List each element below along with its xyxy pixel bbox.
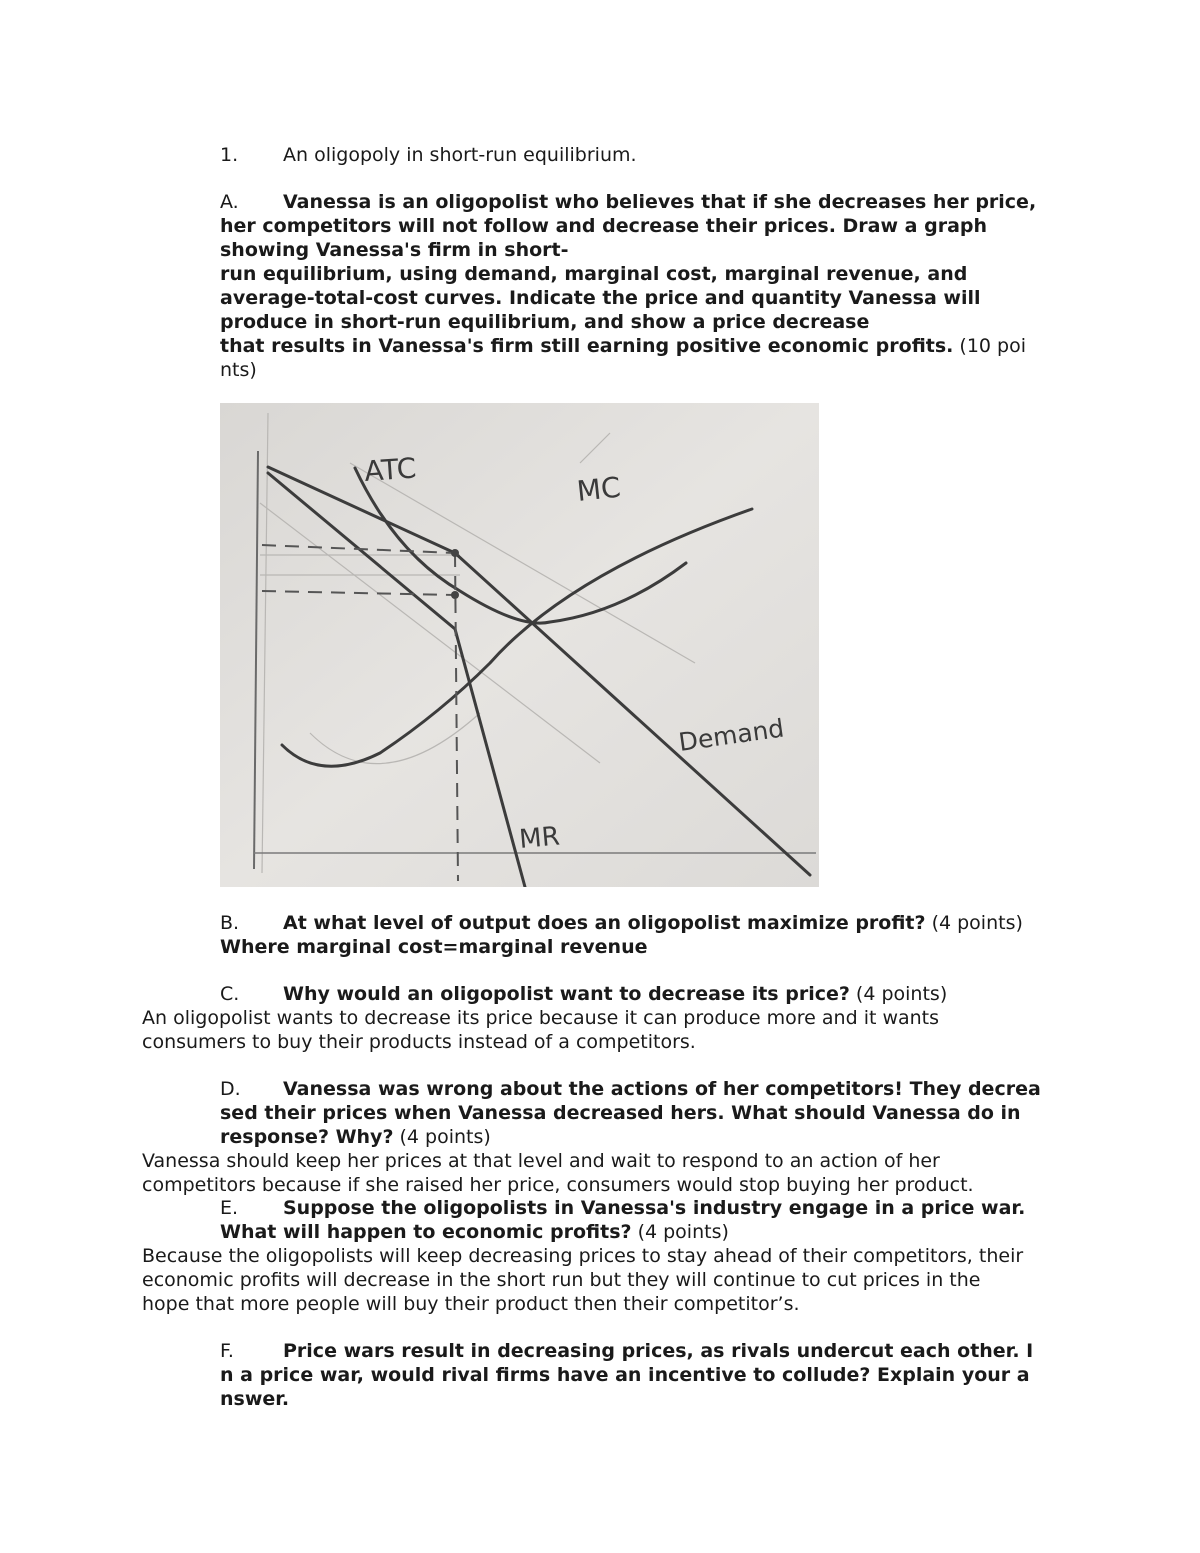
question-a-line: that results in Vanessa's firm still earning positive economic profits. — [220, 335, 954, 357]
question-d-line: response? Why? — [220, 1126, 394, 1148]
question-d-last-line — [220, 1125, 1060, 1149]
question-1 — [220, 143, 1060, 167]
question-c — [220, 982, 1060, 1006]
question-a-points: (10 poi — [953, 335, 1027, 357]
question-f-letter: F. — [220, 1340, 234, 1362]
question-a — [220, 190, 1060, 214]
answer-d-line: Vanessa should keep her prices at that level and wait to respond to an action of her — [142, 1150, 940, 1172]
question-1-text: An oligopoly in short-run equilibrium. — [283, 144, 637, 166]
answer-e-line: economic profits will decrease in the short run but they will continue to cut prices in the — [142, 1269, 981, 1291]
answer-b: Where marginal cost=marginal revenue — [220, 936, 648, 958]
question-b-text: At what level of output does an oligopolist maximize profit? — [283, 912, 926, 934]
question-b — [220, 911, 1060, 935]
question-c-letter: C. — [220, 983, 240, 1005]
question-a-line: her competitors will not follow and decrease their prices. Draw a graph — [220, 215, 988, 237]
question-a-last-line — [220, 334, 1060, 358]
question-e-line: What will happen to economic profits? — [220, 1221, 632, 1243]
question-a-line: produce in short-run equilibrium, and show a price decrease — [220, 311, 870, 333]
question-c-points: (4 points) — [849, 983, 948, 1005]
atc-point — [451, 591, 459, 599]
question-f-line: n a price war, would rival firms have an incentive to collude? Explain your a — [220, 1364, 1030, 1386]
question-d-points: (4 points) — [393, 1126, 491, 1148]
question-d-line: sed their prices when Vanessa decreased hers. What should Vanessa do in — [220, 1102, 1021, 1124]
paper-background — [220, 403, 819, 887]
question-d — [220, 1077, 1060, 1101]
question-d-letter: D. — [220, 1078, 241, 1100]
demand-label: Demand — [676, 713, 786, 757]
mc-label: MC — [575, 470, 623, 508]
answer-e-line: hope that more people will buy their product then their competitor’s. — [142, 1293, 800, 1315]
question-a-line: average-total-cost curves. Indicate the price and quantity Vanessa will — [220, 287, 981, 309]
question-b-points: (4 points) — [925, 912, 1023, 934]
answer-d-line: competitors because if she raised her price, consumers would stop buying her product. — [142, 1174, 974, 1196]
answer-c-line: consumers to buy their products instead of a competitors. — [142, 1031, 696, 1053]
question-a-points-wrap: nts) — [220, 359, 257, 381]
graph-svg — [220, 403, 819, 887]
question-e-last-line — [220, 1220, 1060, 1244]
mr-label: MR — [517, 821, 561, 855]
answer-c-line: An oligopolist wants to decrease its price because it can produce more and it wants — [142, 1007, 940, 1029]
question-b-letter: B. — [220, 912, 240, 934]
question-e-letter: E. — [220, 1197, 239, 1219]
question-a-line: Vanessa is an oligopolist who believes that if she decreases her price, — [283, 191, 1037, 213]
question-c-text: Why would an oligopolist want to decrease its price? — [283, 983, 850, 1005]
atc-label: ATC — [363, 451, 418, 488]
question-e — [220, 1196, 1060, 1220]
question-f-line: Price wars result in decreasing prices, as rivals undercut each other. I — [283, 1340, 1034, 1362]
question-a-line: run equilibrium, using demand, marginal cost, marginal revenue, and — [220, 263, 968, 285]
question-f-line: nswer. — [220, 1388, 290, 1410]
question-e-points: (4 points) — [631, 1221, 729, 1243]
price-point — [451, 549, 459, 557]
question-a-letter: A. — [220, 191, 239, 213]
hand-drawn-graph — [220, 403, 819, 887]
question-f — [220, 1339, 1060, 1363]
question-e-line: Suppose the oligopolists in Vanessa's industry engage in a price war. — [283, 1197, 1026, 1219]
question-1-number: 1. — [220, 144, 239, 166]
answer-e-line: Because the oligopolists will keep decreasing prices to stay ahead of their competitors, their — [142, 1245, 1024, 1267]
question-d-line: Vanessa was wrong about the actions of her competitors! They decrea — [283, 1078, 1041, 1100]
question-a-line: showing Vanessa's firm in short- — [220, 239, 569, 261]
